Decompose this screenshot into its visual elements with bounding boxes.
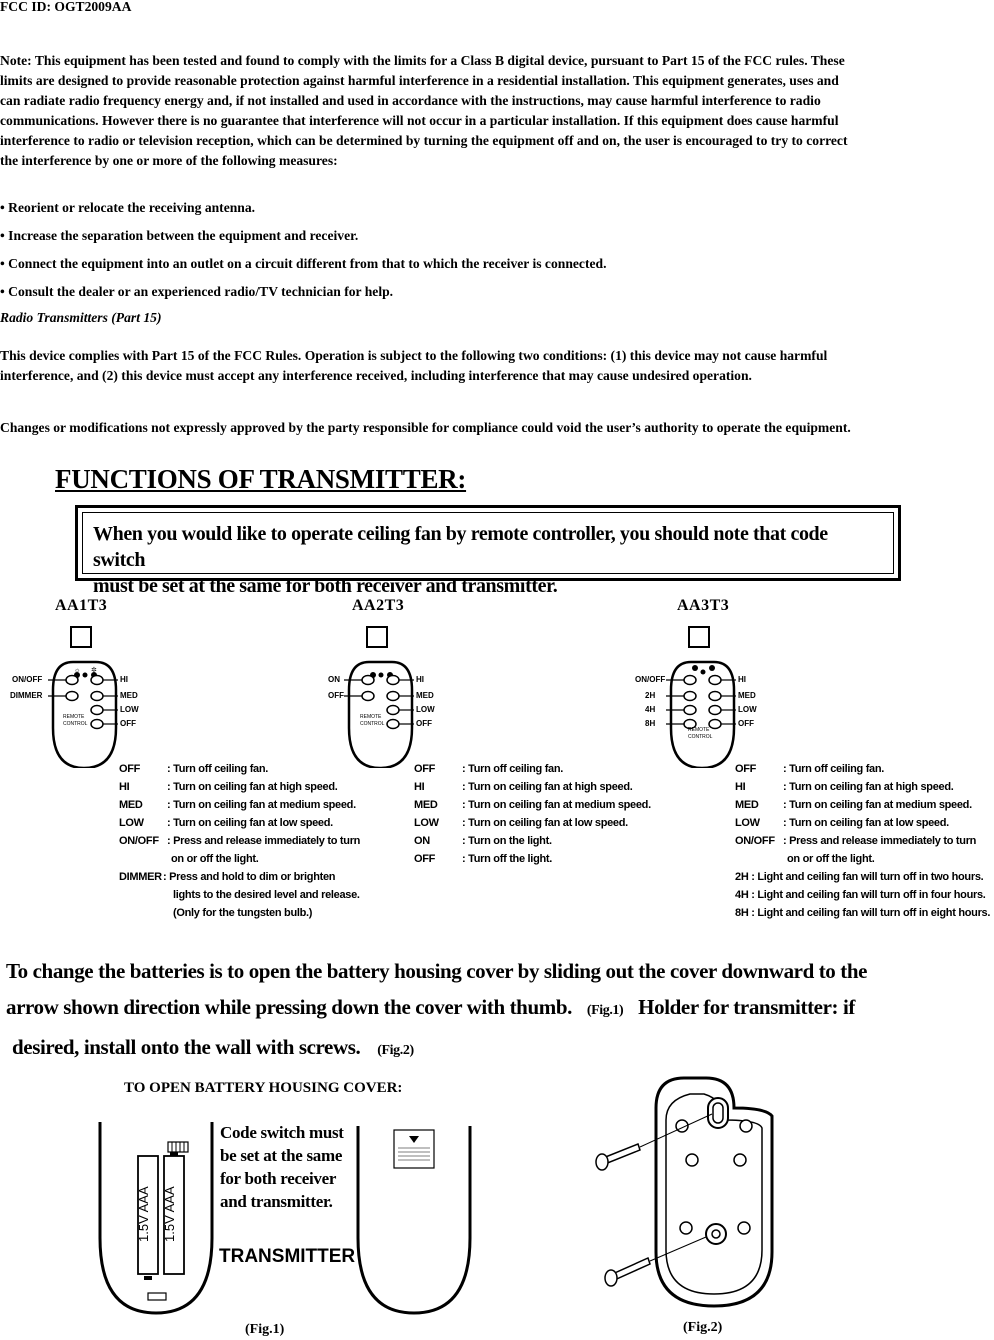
model-label: AA1T3 (55, 597, 108, 614)
note-line: interference to radio or television reception, which can be determined by turning the equipment off and on, the user is encouraged to try to correct (0, 133, 848, 148)
function-row: HI : Turn on ceiling fan at high speed. (735, 781, 954, 793)
remote-label: OFF (416, 719, 432, 728)
checkbox-icon (688, 626, 710, 648)
remote-label: 4H (645, 705, 656, 714)
remote-label: DIMMER (10, 691, 43, 700)
code-switch-line: be set at the same (220, 1146, 343, 1165)
functions-title: FUNCTIONS OF TRANSMITTER: (55, 464, 467, 494)
wall-holder-drawing (594, 1072, 784, 1312)
function-row: LOW : Turn on ceiling fan at low speed. (119, 817, 333, 829)
function-row: LOW : Turn on ceiling fan at low speed. (414, 817, 628, 829)
compliance-paragraph (0, 346, 994, 386)
function-row: on or off the light. (787, 853, 875, 865)
open-cover-title: TO OPEN BATTERY HOUSING COVER: (124, 1080, 403, 1096)
note-line: communications. However there is no guarantee that interference will not occur in a particular installation. If this equipment does cause harmful (0, 113, 839, 128)
remote-label: ON/OFF (12, 675, 43, 684)
model-label: AA3T3 (677, 597, 730, 614)
note-line: the interference by one or more of the following measures: (0, 153, 338, 168)
remote-label: LOW (120, 705, 139, 714)
function-row: HI : Turn on ceiling fan at high speed. (414, 781, 633, 793)
function-row: OFF : Turn off ceiling fan. (119, 763, 269, 775)
remote-label: 2H (645, 691, 656, 700)
remote-label: LOW (738, 705, 757, 714)
function-row: ON/OFF : Press and release immediately to turn (735, 835, 977, 847)
battery-line-2 (6, 995, 855, 1020)
function-row: DIMMER: Press and hold to dim or brighten (119, 871, 336, 883)
function-row: lights to the desired level and release. (173, 889, 360, 901)
radio-title: Radio Transmitters (Part 15) (0, 310, 162, 325)
remote-label: ON (328, 675, 340, 684)
function-row: ON/OFF : Press and release immediately to turn (119, 835, 361, 847)
function-row: OFF : Turn off ceiling fan. (735, 763, 885, 775)
measure-item: • Connect the equipment into an outlet on a circuit different from that to which the receiver is connected. (0, 256, 607, 271)
note-line: Note: This equipment has been tested and found to comply with the limits for a Class B digital device, pursuant to Part 15 of the FCC rules. These (0, 53, 845, 68)
function-row: ON : Turn on the light. (414, 835, 552, 847)
checkbox-icon (366, 626, 388, 648)
brand-line: REMOTE (688, 727, 710, 733)
brand-line: CONTROL (688, 734, 713, 740)
fig2-ref: (Fig.2) (377, 1043, 414, 1058)
code-switch-note-box (75, 505, 901, 597)
note-paragraph (0, 51, 994, 171)
remote-brand (688, 727, 712, 741)
remote-label: HI (120, 675, 128, 684)
box-note-line: must be set at the same for both receiver and transmitter. (93, 575, 558, 597)
compliance-line: interference, and (2) this device must accept any interference received, including interference that may cause undesired operation. (0, 368, 752, 383)
model-label: AA2T3 (352, 597, 405, 614)
note-line: can radiate radio frequency energy and, if not installed and used in accordance with the instructions, may cause harmful interference to radio (0, 93, 821, 108)
remote-label: ON/OFF (635, 675, 666, 684)
function-row: 8H : Light and ceiling fan will turn off in eight hours. (735, 907, 991, 919)
function-row: MED : Turn on ceiling fan at medium speed. (735, 799, 972, 811)
brand-line: REMOTE (360, 714, 382, 720)
fig1-ref: (Fig.1) (586, 1003, 624, 1018)
function-row: HI : Turn on ceiling fan at high speed. (119, 781, 338, 793)
function-row: (Only for the tungsten bulb.) (173, 907, 313, 919)
brand-line: CONTROL (63, 721, 88, 727)
remote-label: LOW (416, 705, 435, 714)
function-row: on or off the light. (171, 853, 259, 865)
brand-line: CONTROL (360, 721, 385, 727)
fcc-id: FCC ID: OGT2009AA (0, 0, 132, 14)
measure-item: • Consult the dealer or an experienced radio/TV technician for help. (0, 284, 394, 299)
svg-text:☼: ☼ (74, 666, 81, 674)
brand-line: REMOTE (63, 714, 85, 720)
checkbox-icon (70, 626, 92, 648)
remote-label: MED (416, 691, 434, 700)
function-row: 2H : Light and ceiling fan will turn off in two hours. (735, 871, 984, 883)
box-note-line: When you would like to operate ceiling fan by remote controller, you should note that code switch (93, 523, 828, 571)
remote-label: OFF (120, 719, 136, 728)
remote-brand (63, 714, 87, 728)
holder-text: Holder for transmitter: if (638, 995, 855, 1019)
code-switch-text (220, 1121, 344, 1213)
function-list-aa2t3 (414, 760, 651, 868)
battery-line-3 (12, 1035, 414, 1060)
battery-line-1: To change the batteries is to open the battery housing cover by sliding out the cover downward to the (6, 959, 868, 983)
measure-item: • Increase the separation between the equipment and receiver. (0, 228, 359, 243)
battery-line-2-text: arrow shown direction while pressing down the cover with thumb. (6, 995, 572, 1019)
measure-item: • Reorient or relocate the receiving antenna. (0, 200, 256, 215)
function-list-aa1t3 (119, 760, 360, 922)
remote-label: HI (416, 675, 424, 684)
remote-label: MED (120, 691, 138, 700)
svg-text:✲: ✲ (91, 666, 97, 674)
code-switch-line: Code switch must (220, 1123, 344, 1142)
fig2-caption: (Fig.2) (683, 1320, 723, 1335)
remote-label: MED (738, 691, 756, 700)
transmitter-label: TRANSMITTER (219, 1246, 356, 1267)
function-row: OFF : Turn off ceiling fan. (414, 763, 564, 775)
function-list-aa3t3 (735, 760, 990, 922)
code-switch-line: and transmitter. (220, 1192, 333, 1211)
function-row: MED : Turn on ceiling fan at medium speed. (119, 799, 356, 811)
function-row: LOW : Turn on ceiling fan at low speed. (735, 817, 949, 829)
changes-text: Changes or modifications not expressly approved by the party responsible for compliance could void the user’s authority to operate the equipment. (0, 420, 851, 435)
code-switch-line: for both receiver (220, 1169, 337, 1188)
note-line: limits are designed to provide reasonable protection against harmful interference in a residential installation. This equipment generates, uses and (0, 73, 839, 88)
compliance-line: This device complies with Part 15 of the FCC Rules. Operation is subject to the following two conditions: (1) this device may not cause harmful (0, 348, 828, 363)
function-row: MED : Turn on ceiling fan at medium speed. (414, 799, 651, 811)
remote-label: HI (738, 675, 746, 684)
function-row: OFF : Turn off the light. (414, 853, 553, 865)
remote-label: 8H (645, 719, 656, 728)
remote-label: OFF (328, 691, 344, 700)
battery-line-3-text: desired, install onto the wall with screws. (12, 1035, 361, 1059)
remote-brand (360, 714, 384, 728)
function-row: 4H : Light and ceiling fan will turn off in four hours. (735, 889, 986, 901)
battery-label: 1.5V AAA (162, 1186, 177, 1242)
battery-label: 1.5V AAA (136, 1186, 151, 1242)
fig1-caption: (Fig.1) (245, 1322, 285, 1337)
remote-label: OFF (738, 719, 754, 728)
